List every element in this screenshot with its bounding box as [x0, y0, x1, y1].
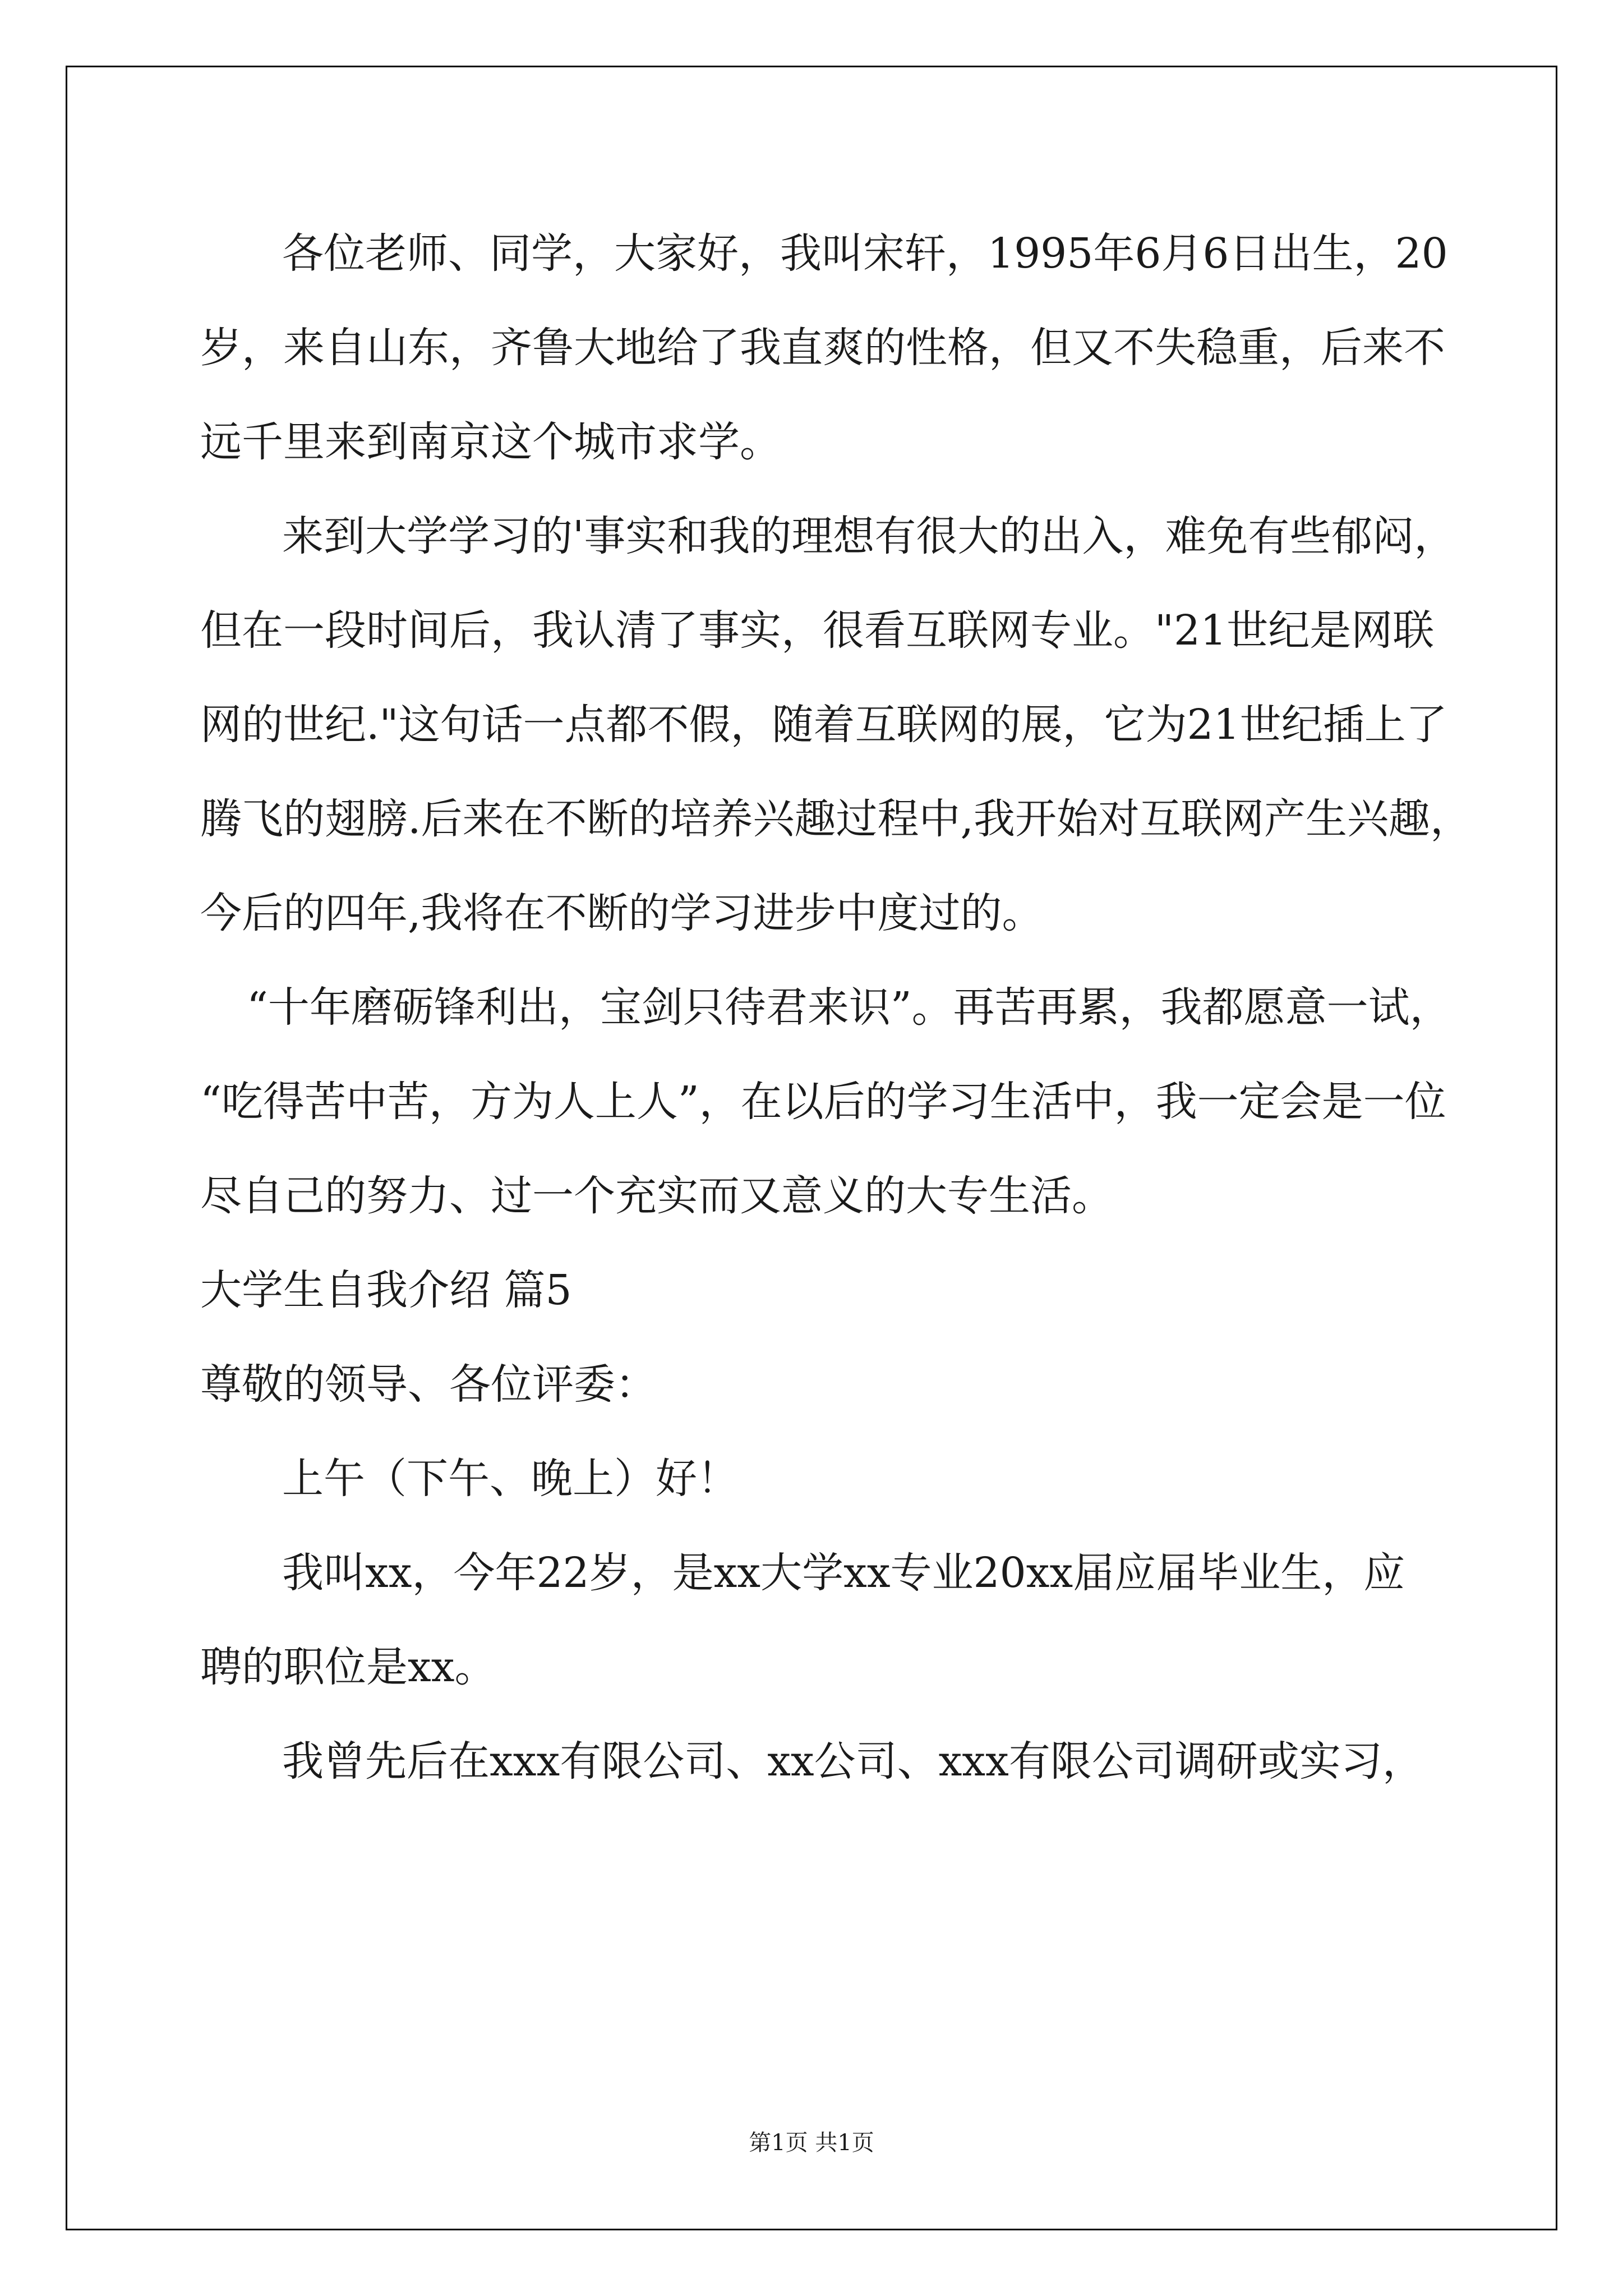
page-border: [66, 66, 1557, 2230]
body-text-line: 尽自己的努力、过一个充实而又意义的大专生活。: [200, 1172, 1113, 1220]
salutation: 尊敬的领导、各位评委：: [200, 1360, 657, 1409]
body-text-line: 来到大学学习的'事实和我的理想有很大的出入，难免有些郁闷，: [282, 512, 1456, 560]
body-text-line: “吃得苦中苦，方为人上人”，在以后的学习生活中，我一定会是一位: [200, 1078, 1446, 1126]
greeting: 上午（下午、晚上）好！: [282, 1455, 739, 1503]
section-heading: 大学生自我介绍 篇5: [200, 1266, 572, 1314]
body-text-line: 远千里来到南京这个城市求学。: [200, 418, 781, 466]
body-text-line: 岁，来自山东，齐鲁大地给了我直爽的性格，但又不失稳重，后来不: [200, 324, 1445, 372]
body-text-line: 我曾先后在xxx有限公司、xx公司、xxx有限公司调研或实习，: [282, 1737, 1424, 1786]
body-text-line: 聘的职位是xx。: [200, 1643, 496, 1691]
body-text-line: “十年磨砺锋利出，宝剑只待君来识”。再苦再累，我都愿意一试，: [247, 983, 1451, 1032]
page-number-footer: 第1页 共1页: [749, 2130, 874, 2156]
body-text-line: 腾飞的翅膀.后来在不断的培养兴趣过程中,我开始对互联网产生兴趣，: [200, 795, 1472, 843]
body-text-line: 网的世纪."这句话一点都不假，随着互联网的展，它为21世纪插上了: [200, 701, 1447, 749]
body-text-line: 我叫xx，今年22岁，是xx大学xx专业20xx届应届毕业生，应: [282, 1549, 1405, 1597]
body-text-line: 各位老师、同学，大家好，我叫宋轩，1995年6月6日出生，20: [282, 229, 1448, 278]
body-text-line: 今后的四年,我将在不断的学习进步中度过的。: [200, 889, 1044, 937]
body-text-line: 但在一段时间后，我认清了事实，很看互联网专业。"21世纪是网联: [200, 606, 1435, 655]
